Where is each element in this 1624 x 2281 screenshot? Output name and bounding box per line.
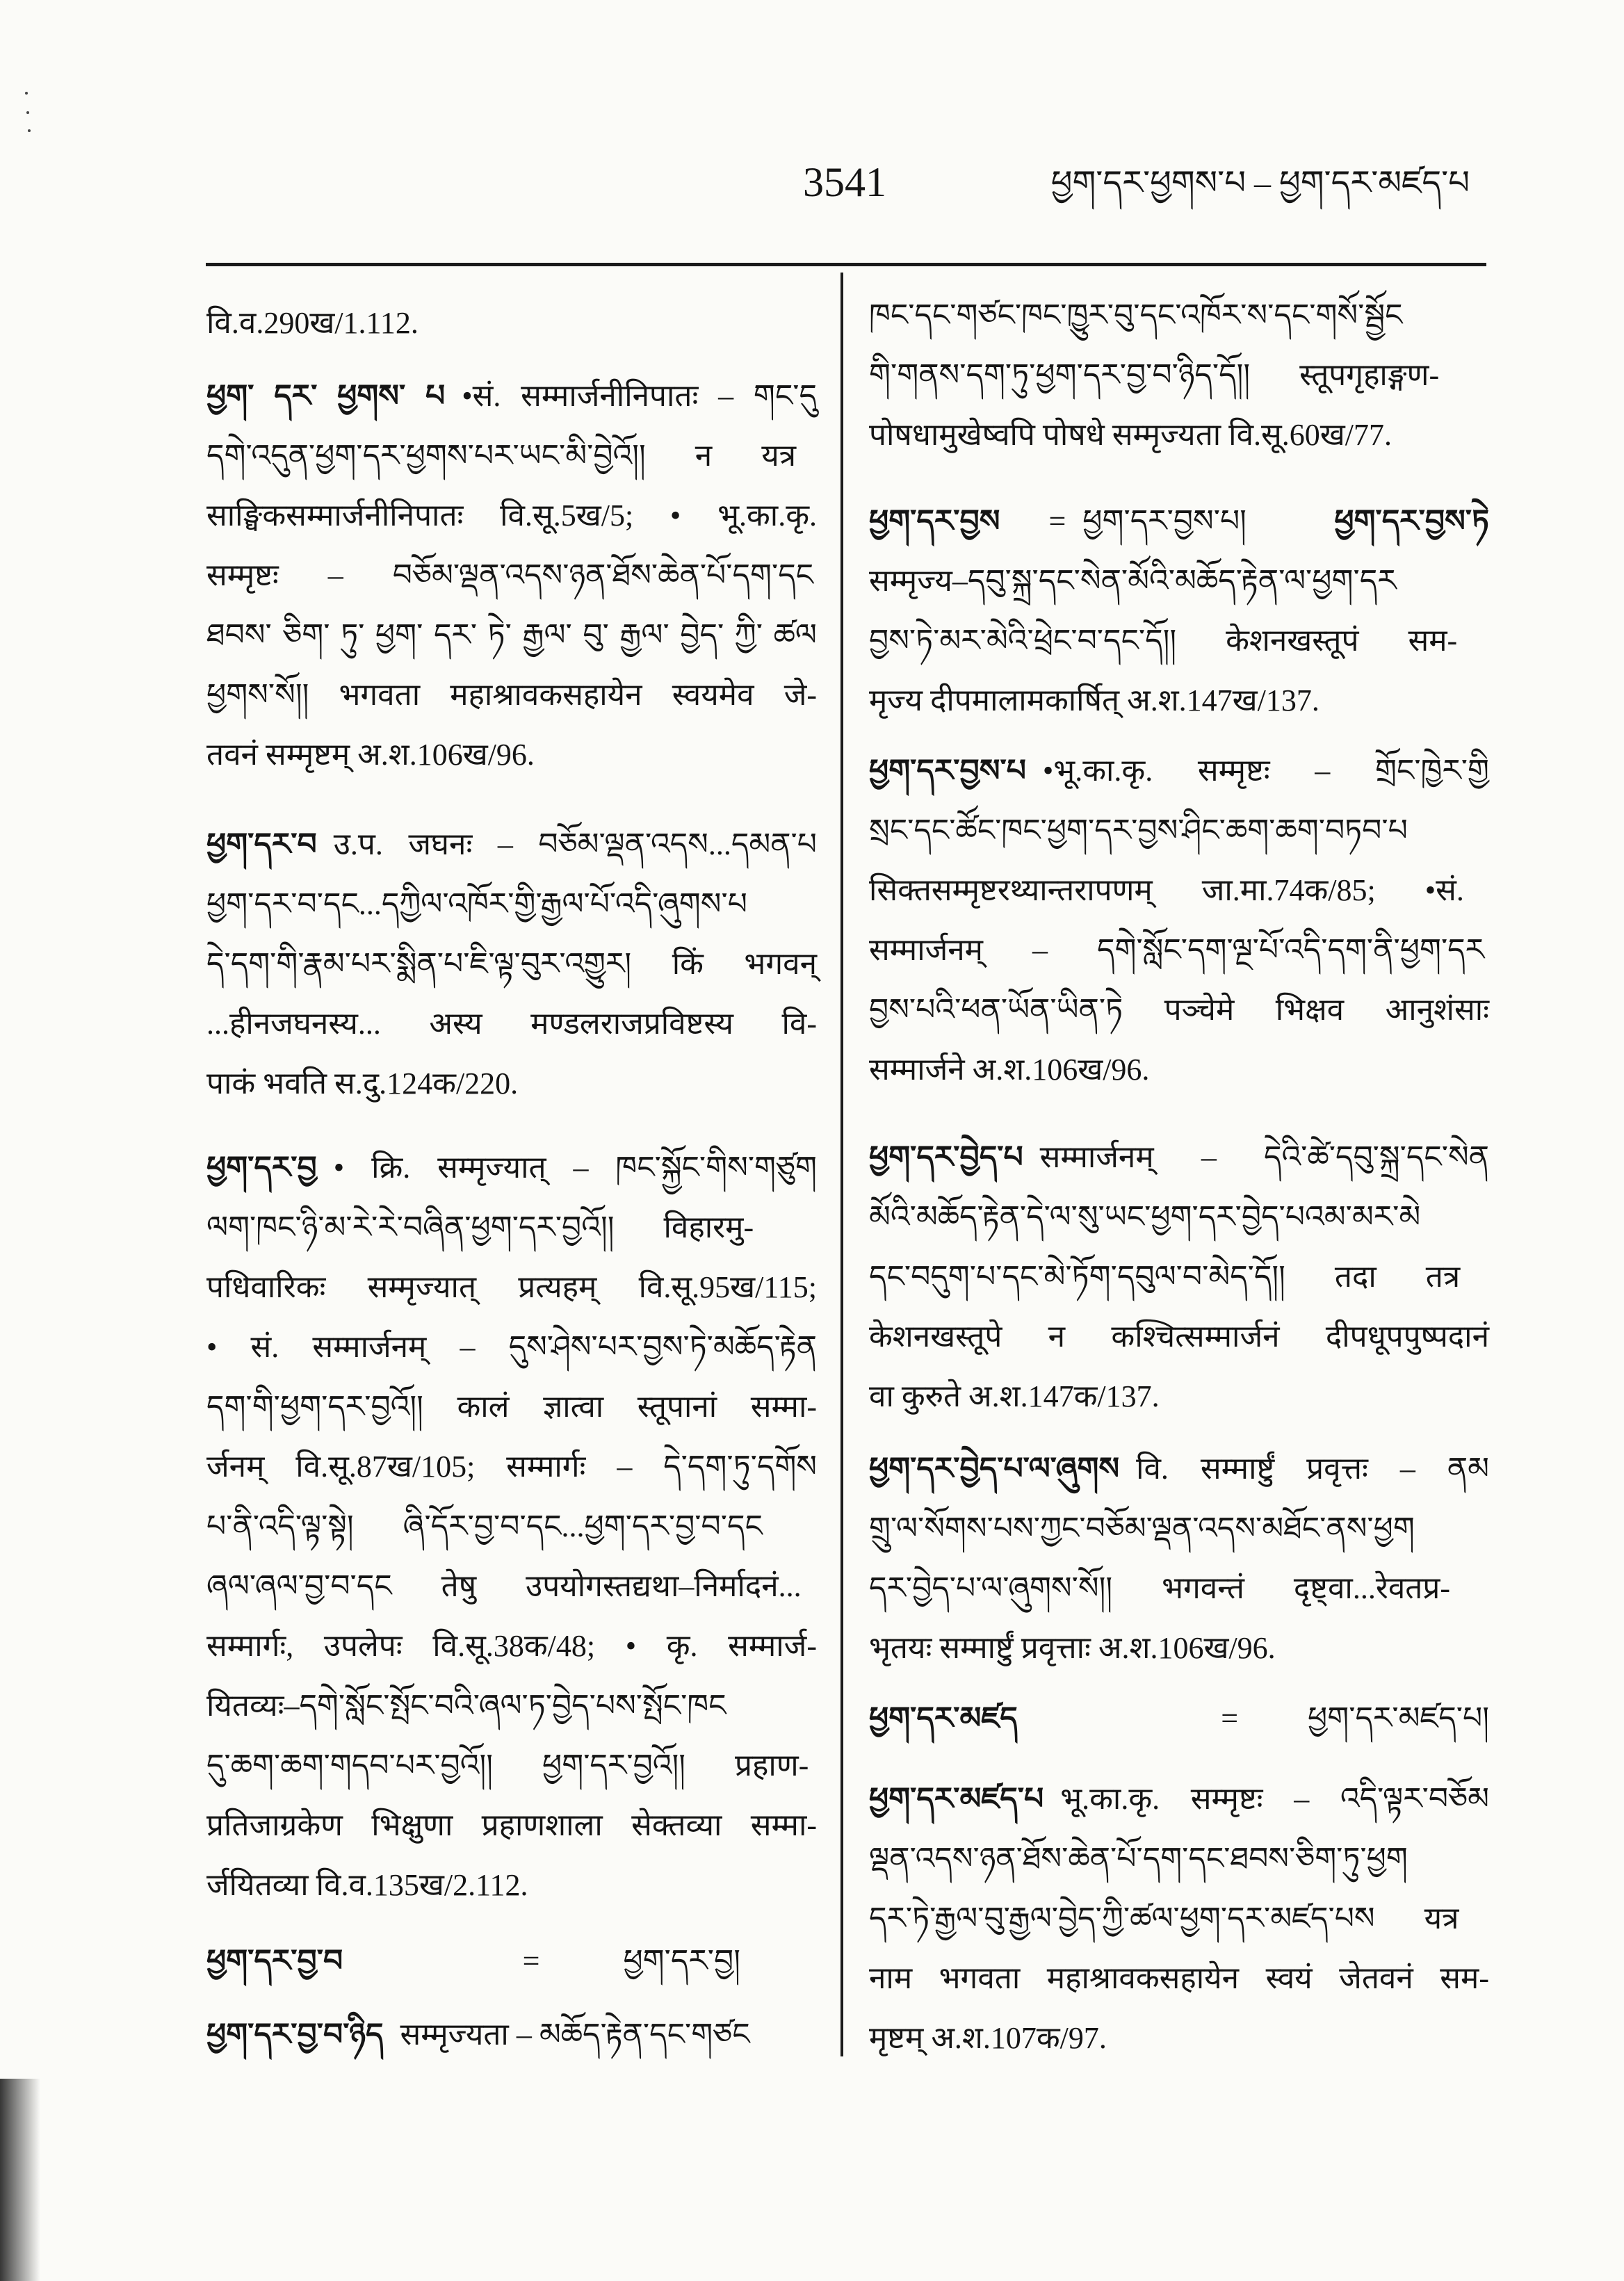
text-line: དག་གི་ཕྱག་དར་བྱའོ།། कालं ज्ञात्वा स्तूपानां सम्मा- bbox=[206, 1390, 817, 1424]
scan-speck bbox=[28, 129, 31, 132]
text-line: ལྡན་འདས་ཉན་ཐོས་ཆེན་པོ་དག་དང་ཐབས་ཅིག་ཏུ་ཕྱག bbox=[869, 1842, 1408, 1876]
cross-reference-line bbox=[206, 1931, 817, 1991]
text-line: मृज्य दीपमालामकार्षित् अ.श.147ख/137. bbox=[869, 683, 1320, 717]
entry-continuation bbox=[869, 286, 1489, 465]
cross-reference-target: ཕྱག་དར་བྱ། bbox=[623, 1944, 740, 1978]
headword: ཕྱག་དར་བྱ་བ bbox=[206, 1944, 343, 1978]
headword: ཕྱག་དར་བྱས bbox=[869, 504, 1000, 538]
dictionary-entry bbox=[869, 1439, 1489, 1678]
text-line: सम्मार्जने अ.श.106ख/96. bbox=[869, 1053, 1150, 1087]
entry-first-line bbox=[206, 2005, 750, 2065]
headword: ཕྱག་དར་བྱ bbox=[206, 1151, 317, 1185]
cross-reference-entry bbox=[206, 1931, 817, 1991]
text-line: र्जयितव्या वि.व.135ख/2.112. bbox=[206, 1868, 528, 1902]
text-line: མོའི་མཆོད་རྟེན་དེ་ལ་སུ་ཡང་ཕྱག་དར་བྱེད་པའམ་མར་མེ bbox=[869, 1200, 1421, 1234]
text-line: सम्मार्गः, उपलेपः वि.सू.38क/48; • कृ. सम्मार्ज- bbox=[206, 1629, 817, 1663]
text-line: पधिवारिकः सम्मृज्यात् प्रत्यहम् वि.सू.95ख/115; bbox=[206, 1270, 817, 1304]
equals-sign: = bbox=[1221, 1701, 1239, 1735]
text-line: དགེ་འདུན་ཕྱག་དར་ཕྱགས་པར་ཡང་མི་བྱེའོ།། न यत्र bbox=[206, 439, 797, 473]
text-line: भृतयः सम्मार्ष्टुं प्रवृत्ताः अ.श.106ख/96. bbox=[869, 1631, 1276, 1665]
headword: ཕྱག་དར་བྱེད་པ bbox=[869, 1140, 1023, 1174]
text-line: བྱས་ཏེ་མར་མེའི་ཕྲེང་བ་དང་དོ།། केशनखस्तूपं सम- bbox=[869, 624, 1458, 658]
text-line: དུ་ཆག་ཆག་གདབ་པར་བྱའོ།། ཕྱག་དར་བྱའོ།། प्रहाण- bbox=[206, 1748, 809, 1783]
dictionary-entry bbox=[869, 1128, 1489, 1427]
text-line: བྱས་པའི་ཕན་ཡོན་ཡིན་ཏེ पञ्चेमे भिक्षव आनुशंसाः bbox=[869, 993, 1489, 1027]
text-line: सम्मार्जनम् – དགེ་སློང་དག་ལྔ་པོ་འདི་དག་ནི་ཕྱག་དར bbox=[869, 933, 1485, 967]
text-line: सम्मृज्य–དབུ་སྐྲ་དང་སེན་མོའི་མཆོད་རྟེན་ལ་ཕྱག་དར bbox=[869, 564, 1397, 598]
entry-continuation bbox=[206, 293, 817, 353]
text-line: ཕྱགས་སོ།། भगवता महाश्रावकसहायेन स्वयमेव जे- bbox=[206, 678, 817, 712]
text-line: यितव्यः–དགེ་སློང་སྤོང་བའི་ཞལ་ཏ་བྱེད་པས་སྤོང་ཁང bbox=[206, 1689, 726, 1723]
definition-text: सम्मार्जनम् – དེའི་ཚེ་དབུ་སྐྲ་དང་སེན bbox=[1039, 1140, 1489, 1174]
entry-first-line bbox=[206, 815, 817, 875]
page-number: 3541 bbox=[803, 159, 886, 205]
definition-text: सम्मृज्यता – མཆོད་རྟེན་དང་གཙང bbox=[400, 2018, 750, 2052]
text-line: དེ་དག་གི་རྣམ་པར་སྨིན་པ་ཇི་ལྟ་བུར་འགྱུར། किं भगवन् bbox=[206, 947, 817, 981]
text-line: सम्मृष्टः – བཅོམ་ལྡན་འདས་ཉན་ཐོས་ཆེན་པོ་དག་དང bbox=[206, 558, 814, 592]
text-line: प्रतिजाग्रकेण भिक्षुणा प्रहाणशाला सेक्तव्या सम्मा- bbox=[206, 1808, 817, 1842]
text-line: དར་བྱེད་པ་ལ་ཞུགས་སོ།། भगवन्तं दृष्ट्वा...रेवतप्र- bbox=[869, 1571, 1451, 1605]
text-line: साङ्घिकसम्मार्जनीनिपातः वि.सू.5ख/5; • भू.का.कृ. bbox=[206, 498, 817, 533]
definition-text: उ.प. जघनः – བཅོམ་ལྡན་འདས...དམན་པ bbox=[333, 827, 817, 861]
headword: ཕྱག་དར་བྱེད་པ་ལ་ཞུགས bbox=[869, 1452, 1120, 1486]
entry-first-line bbox=[206, 366, 817, 426]
cross-reference-entry bbox=[869, 1689, 1489, 1748]
text-line: ཐབས་ ཅིག་ ཏུ་ ཕྱག་ དར་ ཏེ་ རྒྱལ་ བུ་ རྒྱལ་ བྱེད་ ཀྱི་ ཚལ bbox=[206, 618, 817, 652]
text-line: • सं. सम्मार्जनम् – དུས་ཤེས་པར་བྱས་ཏེ་མཆོད་རྟེན bbox=[206, 1330, 817, 1364]
headword: ཕྱག་དར་མཛད་པ bbox=[869, 1782, 1044, 1816]
text-line: གྲུ་ལ་སོགས་པས་ཀྱང་བཅོམ་ལྡན་འདས་མཐོང་ནས་ཕྱག bbox=[869, 1511, 1415, 1545]
text-line: तवनं सम्मृष्टम् अ.श.106ख/96. bbox=[206, 738, 535, 772]
cross-reference-line bbox=[869, 1689, 1489, 1748]
text-line: པ་ནི་འདི་ལྟ་སྟེ། ཞི་དོར་བྱ་བ་དང...ཕྱག་དར་བྱ་བ་དང bbox=[206, 1509, 763, 1543]
sub-headword: ཕྱག་དར་བྱས་ཏེ bbox=[1334, 504, 1489, 538]
cross-reference-target: ཕྱག་དར་བྱས་པ། bbox=[1082, 504, 1247, 538]
dictionary-entry bbox=[869, 741, 1489, 1100]
dictionary-entry bbox=[206, 1138, 817, 1915]
text-line: केशनखस्तूपे न कश्चित्सम्मार्जनं दीपधूपपुष्पदानं bbox=[869, 1320, 1489, 1354]
definition-text: •सं. सम्मार्जनीनिपातः – གང་དུ bbox=[462, 379, 817, 413]
right-column bbox=[869, 0, 1489, 2281]
headword: ཕྱག་དར་བྱས་པ bbox=[869, 754, 1026, 788]
dictionary-entry bbox=[869, 492, 1489, 731]
text-line: ...हीनजघनस्य... अस्य मण्डलराजप्रविष्टस्य वि- bbox=[206, 1007, 817, 1041]
column-divider bbox=[841, 273, 843, 2056]
text-line: नाम भगवता महाश्रावकसहायेन स्वयं जेतवनं सम- bbox=[869, 1961, 1489, 1995]
definition-text: वि. सम्मार्ष्टुं प्रवृत्तः – ནམ bbox=[1136, 1452, 1489, 1486]
text-line: वा कुरुते अ.श.147क/137. bbox=[869, 1379, 1160, 1413]
text-line: དར་ཏེ་རྒྱལ་བུ་རྒྱལ་བྱེད་ཀྱི་ཚལ་ཕྱག་དར་མཛད་པས यत्र bbox=[869, 1901, 1459, 1935]
text-line: र्जनम् वि.सू.87ख/105; सम्मार्गः – དེ་དག་ཏུ་དགོས bbox=[206, 1450, 817, 1484]
dictionary-entry bbox=[206, 2005, 817, 2065]
text-line: सिक्तसम्मृष्टरथ्यान्तरापणम् जा.मा.74क/85; •सं. bbox=[869, 873, 1464, 907]
equals-sign: = bbox=[1048, 504, 1066, 538]
definition-text: • क्रि. सम्मृज्यात् – ཁང་སྐྱོང་གིས་གཙུག bbox=[333, 1151, 817, 1185]
text-line: དང་བདུག་པ་དང་མེ་ཏོག་དབུལ་བ་མེད་དོ།། तदा तत्र bbox=[869, 1260, 1461, 1294]
headword: ཕྱག་ དར་ ཕྱགས་ པ bbox=[206, 379, 446, 413]
entry-first-line bbox=[869, 741, 1489, 801]
scan-speck bbox=[25, 92, 28, 95]
running-head: ཕྱག་དར་ཕྱགས་པ – ཕྱག་དར་མཛད་པ bbox=[1050, 165, 1470, 202]
definition-text: •भू.का.कृ. सम्मृष्टः – གྲོང་ཁྱེར་གྱི bbox=[1042, 754, 1489, 788]
text-line: पाकं भवति स.दु.124क/220. bbox=[206, 1066, 519, 1101]
text-line: मृष्टम् अ.श.107क/97. bbox=[869, 2021, 1107, 2055]
equals-sign: = bbox=[522, 1944, 540, 1978]
cross-reference-target: ཕྱག་དར་མཛད་པ། bbox=[1308, 1701, 1489, 1735]
left-column bbox=[206, 0, 817, 2281]
text-line: སྲང་དང་ཚོང་ཁང་ཕྱག་དར་བྱས་ཤིང་ཆག་ཆག་བཏབ་པ bbox=[869, 813, 1408, 847]
headword: ཕྱག་དར་བྱ་བ་ཉིད bbox=[206, 2018, 384, 2052]
text-line: पोषधामुखेष्वपि पोषधे सम्मृज्यता वि.सू.60ख/77. bbox=[869, 418, 1392, 452]
dictionary-entry bbox=[206, 366, 817, 785]
headword: ཕྱག་དར་མཛད bbox=[869, 1701, 1018, 1735]
text-line: ཕྱག་དར་བ་དང...དཀྱིལ་འཁོར་གྱི་རྒྱལ་པོ་འདི་ཞུགས་པ bbox=[206, 887, 747, 921]
text-line: གི་གནས་དག་ཏུ་ཕྱག་དར་བྱ་བ་ཉིད་དོ།། स्तूपगृहाङ्गण- bbox=[869, 358, 1440, 392]
text-line: ཁང་དང་གཙང་ཁང་ཁྱུར་བུ་དང་འཁོར་ས་དང་གསོ་སྦྱོང bbox=[869, 298, 1403, 332]
scan-edge-artifact bbox=[0, 2079, 40, 2281]
definition-text: भू.का.कृ. सम्मृष्टः – འདི་ལྟར་བཅོམ bbox=[1060, 1782, 1489, 1816]
text-line: ལག་ཁང་ཉི་མ་རེ་རེ་བཞིན་ཕྱག་དར་བྱའོ།། विहारमु- bbox=[206, 1210, 754, 1244]
cross-reference-line bbox=[869, 492, 1489, 551]
text-line: वि.व.290ख/1.112. bbox=[206, 306, 419, 340]
entry-first-line bbox=[206, 1138, 817, 1198]
dictionary-entry bbox=[206, 815, 817, 1114]
entry-first-line bbox=[869, 1128, 1489, 1187]
text-line: ཞལ་ཞལ་བྱ་བ་དང तेषु उपयोगस्तद्यथा–निर्मादनं... bbox=[206, 1569, 802, 1603]
entry-first-line bbox=[869, 1769, 1489, 1829]
headword: ཕྱག་དར་བ bbox=[206, 827, 317, 861]
entry-first-line bbox=[869, 1439, 1489, 1499]
scan-speck bbox=[26, 111, 29, 114]
dictionary-entry bbox=[869, 1769, 1489, 2068]
